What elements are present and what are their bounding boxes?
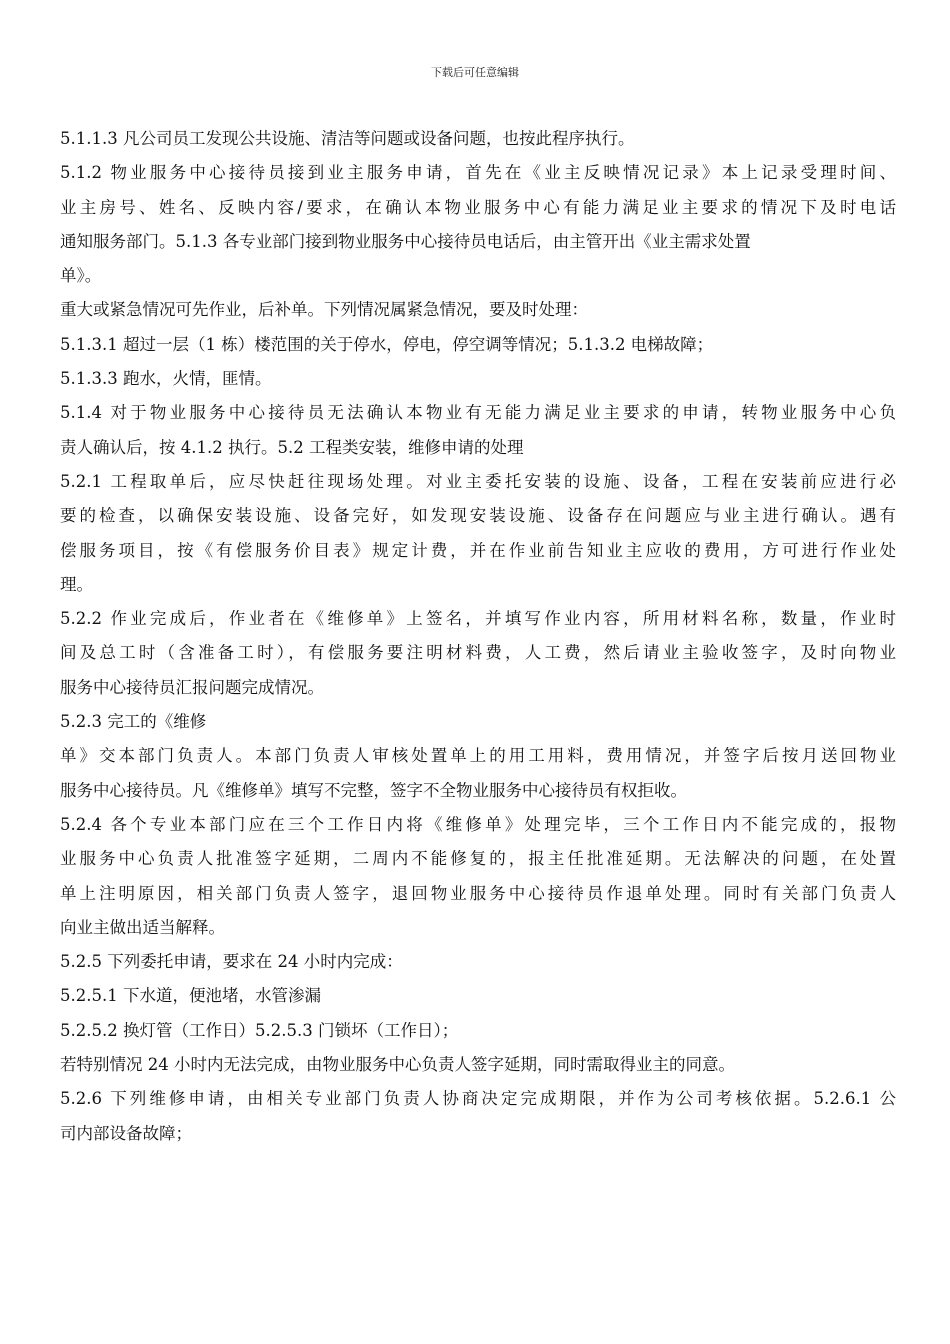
text-line: 5.1.1.3 凡公司员工发现公共设施、清洁等问题或设备问题，也按此程序执行。 — [60, 129, 635, 148]
text-line: 5.2.1 工程取单后，应尽快赶往现场处理。对业主委托安装的设施、设备，工程在安装前应进行必 — [60, 471, 896, 491]
text-line: 5.1.3.3 跑水，火情，匪情。 — [60, 369, 272, 389]
text-line: 服务中心接待员。凡《维修单》填写不完整，签字不全物业服务中心接待员有权拒收。 — [60, 780, 687, 800]
text-line: 司内部设备故障； — [60, 1123, 192, 1143]
text-line: 偿服务项目，按《有偿服务价目表》规定计费，并在作业前告知业主应收的费用，方可进行作业处 — [60, 540, 896, 560]
text-line: 若特别情况 24 小时内无法完成，由物业服务中心负责人签字延期，同时需取得业主的同意。 — [60, 1055, 735, 1075]
text-line: 5.1.4 对于物业服务中心接待员无法确认本物业有无能力满足业主要求的申请，转物业服务中心负 — [60, 403, 896, 423]
text-line: 服务中心接待员汇报问题完成情况。 — [60, 677, 324, 697]
text-line: 单》交本部门负责人。本部门负责人审核处置单上的用工用料，费用情况，并签字后按月送回物业 — [60, 746, 896, 766]
text-line: 5.2.5.1 下水道，便池堵，水管渗漏 — [60, 986, 321, 1006]
text-line: 5.2.5.2 换灯管（工作日）5.2.5.3 门锁坏（工作日）； — [60, 1020, 459, 1040]
text-line: 单》。 — [60, 266, 102, 286]
text-line: 5.2.5 下列委托申请，要求在 24 小时内完成： — [60, 952, 403, 972]
page-header: 下载后可任意编辑 — [431, 66, 519, 79]
document-body — [60, 122, 896, 1151]
text-line: 通知服务部门。5.1.3 各专业部门接到物业服务中心接待员电话后，由主管开出《业主需求处置 — [60, 231, 751, 251]
text-line: 5.1.2 物业服务中心接待员接到业主服务申请，首先在《业主反映情况记录》本上记录受理时间、 — [60, 163, 896, 183]
text-line: 5.2.4 各个专业本部门应在三个工作日内将《维修单》处理完毕，三个工作日内不能完成的，报物 — [60, 814, 896, 834]
text-line: 业主房号、姓名、反映内容/要求，在确认本物业服务中心有能力满足业主要求的情况下及时电话 — [60, 197, 896, 217]
text-line: 业服务中心负责人批准签字延期，二周内不能修复的，报主任批准延期。无法解决的问题，在处置 — [60, 849, 896, 869]
text-line: 单上注明原因，相关部门负责人签字，退回物业服务中心接待员作退单处理。同时有关部门负责人 — [60, 883, 896, 903]
text-line: 责人确认后，按 4.1.2 执行。5.2 工程类安装，维修申请的处理 — [60, 437, 524, 457]
text-line: 要的检查，以确保安装设施、设备完好，如发现安装设施、设备存在问题应与业主进行确认。遇有 — [60, 506, 896, 526]
text-line: 5.1.3.1 超过一层（1 栋）楼范围的关于停水，停电，停空调等情况；5.1.3.2 电梯故障； — [60, 334, 714, 354]
text-line: 理。 — [60, 574, 93, 594]
text-line: 间及总工时（含准备工时），有偿服务要注明材料费，人工费，然后请业主验收签字，及时向物业 — [60, 643, 896, 663]
text-line: 5.2.6 下列维修申请，由相关专业部门负责人协商决定完成期限，并作为公司考核依据。5.2.6.1 公 — [60, 1089, 896, 1109]
text-line: 5.2.3 完工的《维修 — [60, 712, 207, 732]
text-line: 向业主做出适当解释。 — [60, 917, 225, 937]
text-line: 5.2.2 作业完成后，作业者在《维修单》上签名，并填写作业内容，所用材料名称，数量，作业时 — [60, 609, 896, 629]
text-line: 重大或紧急情况可先作业，后补单。下列情况属紧急情况，要及时处理： — [60, 300, 588, 320]
